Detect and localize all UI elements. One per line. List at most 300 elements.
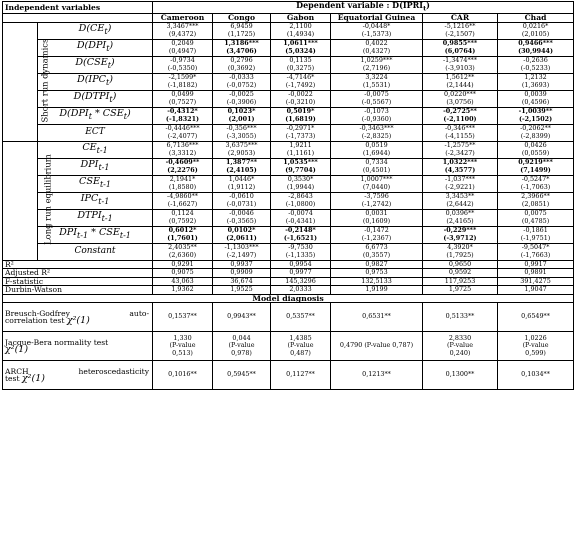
t-statistic-value: (-1,5373) xyxy=(361,29,392,38)
diagnosis-value xyxy=(423,361,498,390)
coefficient-cell xyxy=(271,107,331,124)
variable-label: $DTPI_{t-1}$ xyxy=(38,209,153,226)
long-run-section-label: Long run equilibrium xyxy=(42,154,53,246)
coefficient-cell xyxy=(423,90,498,107)
coefficient-cell xyxy=(331,107,423,124)
coefficient-cell xyxy=(331,90,423,107)
coefficient-value: -9,7530 xyxy=(288,243,313,252)
coefficient-value: 0,0216* xyxy=(522,22,549,31)
diagnosis-value-line: 1,0226 xyxy=(524,334,547,343)
coefficient-cell xyxy=(423,158,498,175)
variable-label: $CE_{t-1}$ xyxy=(38,141,153,158)
coefficient-value: 0,0220*** xyxy=(444,90,476,99)
coefficient-value: 2,4035** xyxy=(168,243,197,252)
coefficient-cell xyxy=(331,158,423,175)
coefficient-cell xyxy=(498,107,574,124)
t-statistic-value: (-0,5567) xyxy=(361,97,392,106)
t-statistic-value: (1,7925) xyxy=(446,250,474,259)
stat-value: 36,674 xyxy=(213,277,271,286)
coefficient-value: 0,5019* xyxy=(286,107,315,116)
coefficient-cell xyxy=(498,90,574,107)
t-statistic-value: (1,3693) xyxy=(521,80,550,89)
stat-label: F-statistic xyxy=(3,277,153,286)
t-statistic-value: (2,4105) xyxy=(226,165,257,174)
coefficient-value: -0,0022 xyxy=(288,90,313,99)
t-statistic-value: (-0,3906) xyxy=(226,97,257,106)
variable-label: $DPI_{t-1}$ xyxy=(38,158,153,175)
coefficient-value: 6,9459 xyxy=(230,22,253,31)
coefficient-value: -0,229*** xyxy=(443,226,477,235)
coefficient-cell xyxy=(331,73,423,90)
coefficient-cell xyxy=(331,39,423,56)
diagnosis-value xyxy=(331,332,423,361)
coefficient-cell xyxy=(153,175,213,192)
coefficient-cell xyxy=(423,141,498,158)
coefficient-cell xyxy=(271,90,331,107)
model-diagnosis-header: Model diagnosis xyxy=(3,294,574,303)
t-statistic-value: (2,7196) xyxy=(362,63,391,72)
coefficient-value: -3,7596 xyxy=(364,192,389,201)
diagnosis-value-line: 0,5133** xyxy=(445,312,475,321)
coefficient-value: -0,0610 xyxy=(229,192,254,201)
coefficient-value: 0,2049 xyxy=(171,39,194,48)
diagnosis-value xyxy=(498,332,574,361)
diagnosis-value-line: 0,1300** xyxy=(445,370,475,379)
diagnosis-value-line: 0,6531** xyxy=(362,312,391,321)
coefficient-value: 3,3467*** xyxy=(166,22,199,31)
coefficient-cell xyxy=(331,209,423,226)
t-statistic-value: (1,5531) xyxy=(362,80,391,89)
coefficient-cell xyxy=(498,158,574,175)
coefficient-cell xyxy=(498,56,574,73)
coefficient-value: -0,0025 xyxy=(229,90,254,99)
table-row xyxy=(3,158,574,175)
variable-label: $D(DPI_t * CSE_t)$ xyxy=(38,107,153,124)
coefficient-cell xyxy=(271,158,331,175)
stat-label: R² xyxy=(3,260,153,269)
coefficient-cell xyxy=(423,192,498,209)
coefficient-value: -0,0074 xyxy=(288,209,313,218)
coefficient-cell xyxy=(498,209,574,226)
t-statistic-value: (-3,9712) xyxy=(443,233,477,242)
diagnosis-value-line: 0,9943** xyxy=(227,312,256,321)
stat-value: 0,9753 xyxy=(331,269,423,278)
table-row xyxy=(3,192,574,209)
t-statistic-value: (0,4947) xyxy=(168,46,197,55)
t-statistic-value: (-1,8321) xyxy=(165,114,200,123)
coefficient-value: -1,0039** xyxy=(518,107,553,116)
coefficient-value: 2,1941* xyxy=(169,175,196,184)
coefficient-value: 1,0259*** xyxy=(360,56,393,65)
t-statistic-value: (-2,4077) xyxy=(167,131,198,140)
diagnosis-value-line: 0,599) xyxy=(525,348,546,357)
dependent-variable-header xyxy=(153,2,574,14)
t-statistic-value: (-0,3565) xyxy=(226,216,257,225)
t-statistic-value: (0,3275) xyxy=(286,63,315,72)
t-statistic-value: (1,7601) xyxy=(167,233,198,242)
t-statistic-value: (2,6360) xyxy=(168,250,197,259)
stat-value: 145,3296 xyxy=(271,277,331,286)
coefficient-cell xyxy=(423,226,498,243)
coefficient-cell xyxy=(213,243,271,260)
stat-value: 0,9917 xyxy=(498,260,574,269)
coefficient-cell xyxy=(498,73,574,90)
stat-value: 0,9977 xyxy=(271,269,331,278)
coefficient-value: -0,1472 xyxy=(364,226,389,235)
t-statistic-value: (5,0324) xyxy=(285,46,316,55)
diagnosis-value xyxy=(153,303,213,332)
regression-table xyxy=(2,1,574,390)
coefficient-value: -0,346*** xyxy=(444,124,476,133)
coefficient-cell xyxy=(153,158,213,175)
coefficient-value: 1,3186*** xyxy=(224,39,259,48)
t-statistic-value: (-0,9360) xyxy=(361,114,392,123)
t-statistic-value: (0,4327) xyxy=(362,46,391,55)
coefficient-cell xyxy=(498,22,574,39)
t-statistic-value: (3,3312) xyxy=(168,148,197,157)
coefficient-cell xyxy=(213,226,271,243)
stat-value: 117,9253 xyxy=(423,277,498,286)
coefficient-value: -9,5047* xyxy=(521,243,550,252)
coefficient-value: 1,0322*** xyxy=(442,158,478,167)
stat-value: 0,9592 xyxy=(423,269,498,278)
diagnosis-label-part: Breusch-Godfrey xyxy=(5,308,70,318)
coefficient-cell xyxy=(213,175,271,192)
t-statistic-value: (-1,6521) xyxy=(283,233,318,242)
diagnosis-value xyxy=(331,361,423,390)
coefficient-value: -5,1216** xyxy=(444,22,476,31)
dependent-variable-text: Dependent variable : D(IPRI xyxy=(296,0,424,11)
coefficient-cell xyxy=(153,107,213,124)
stats-row xyxy=(3,260,574,269)
coefficient-cell xyxy=(331,243,423,260)
independent-variables-header: Independent variables xyxy=(3,2,153,14)
coefficient-value: -0,4446*** xyxy=(165,124,200,133)
chi-square-symbol: χ²(1) xyxy=(21,373,45,384)
t-statistic-value: (-0,0731) xyxy=(226,199,257,208)
t-statistic-value: (0,0559) xyxy=(521,148,550,157)
coefficient-cell xyxy=(331,175,423,192)
coefficient-value: 0,0519 xyxy=(365,141,388,150)
t-statistic-value: (-0,5233) xyxy=(520,63,551,72)
t-statistic-value: (-0,3210) xyxy=(285,97,316,106)
coefficient-cell xyxy=(423,39,498,56)
diagnosis-value xyxy=(213,332,271,361)
diagnosis-value xyxy=(271,303,331,332)
table-row xyxy=(3,22,574,39)
t-statistic-value: (-2,1502) xyxy=(518,114,553,123)
diagnosis-header-row xyxy=(3,294,574,303)
coefficient-cell xyxy=(331,226,423,243)
coefficient-value: 0,0039 xyxy=(524,90,547,99)
coefficient-value: -0,1073 xyxy=(364,107,389,116)
diagnosis-value xyxy=(423,332,498,361)
chi-square-symbol: χ²(1) xyxy=(66,315,90,326)
coefficient-cell xyxy=(423,124,498,141)
coefficient-cell xyxy=(153,209,213,226)
t-statistic-value: (-0,5350) xyxy=(167,63,198,72)
t-statistic-value: (1,6819) xyxy=(285,114,316,123)
stat-value: 0,9891 xyxy=(498,269,574,278)
t-statistic-value: (-2,1507) xyxy=(445,29,475,38)
coefficient-cell xyxy=(213,158,271,175)
variable-label: $CSE_{t-1}$ xyxy=(38,175,153,192)
coefficient-value: 1,0446* xyxy=(228,175,255,184)
table-row xyxy=(3,243,574,260)
coefficient-cell xyxy=(423,73,498,90)
t-statistic-value: (1,9944) xyxy=(286,182,315,191)
t-statistic-value: (-2,1100) xyxy=(443,114,477,123)
t-statistic-value: (-1,2367) xyxy=(361,233,392,242)
diagnosis-value xyxy=(423,303,498,332)
stats-row xyxy=(3,277,574,286)
country-header: CAR xyxy=(423,14,498,23)
t-statistic-value: (1,6944) xyxy=(362,148,391,157)
coefficient-value: 0,0499 xyxy=(171,90,194,99)
diagnosis-label xyxy=(3,361,153,390)
diagnosis-value-line: 0,1213** xyxy=(362,370,391,379)
diagnosis-value-line: 1,330 xyxy=(173,334,192,343)
diagnosis-value xyxy=(213,361,271,390)
country-header: Congo xyxy=(213,14,271,23)
t-statistic-value: (-1,0800) xyxy=(285,199,316,208)
diagnosis-label xyxy=(3,303,153,332)
t-statistic-value: (3,4706) xyxy=(226,46,257,55)
t-statistic-value: (2,6442) xyxy=(446,199,474,208)
t-statistic-value: (-2,1497) xyxy=(226,250,257,259)
stat-value: 1,9047 xyxy=(498,286,574,295)
diagnosis-value-line: 0,6549** xyxy=(521,312,550,321)
diagnosis-value xyxy=(498,361,574,390)
variable-label: $D(CSE_t)$ xyxy=(38,56,153,73)
t-statistic-value: (2,4165) xyxy=(446,216,474,225)
coefficient-value: 0,9466*** xyxy=(518,39,553,48)
coefficient-value: 0,0396** xyxy=(445,209,475,218)
table-row xyxy=(3,73,574,90)
coefficient-value: 2,1100 xyxy=(289,22,312,31)
diagnosis-value-line: 0,1016** xyxy=(168,370,197,379)
diagnosis-value-line: 0,978) xyxy=(231,348,252,357)
coefficient-value: -0,4312* xyxy=(167,107,198,116)
coefficient-cell xyxy=(153,90,213,107)
coefficient-value: -0,2148* xyxy=(285,226,316,235)
coefficient-cell xyxy=(213,56,271,73)
diagnosis-row xyxy=(3,303,574,332)
dependent-variable-sub: t xyxy=(423,4,427,13)
dependent-variable-close: ) xyxy=(426,0,430,11)
diagnosis-label-line-2 xyxy=(5,346,152,353)
stat-value: 132,5133 xyxy=(331,277,423,286)
coefficient-value: 3,3224 xyxy=(365,73,388,82)
stat-value: 0,9909 xyxy=(213,269,271,278)
stat-value: 0,9827 xyxy=(331,260,423,269)
coefficient-value: -0,3463*** xyxy=(359,124,394,133)
stat-value: 1,9199 xyxy=(331,286,423,295)
t-statistic-value: (3,0756) xyxy=(446,97,474,106)
t-statistic-value: (-2,9221) xyxy=(445,182,475,191)
coefficient-value: 0,0426 xyxy=(524,141,547,150)
diagnosis-label-text: correlation test xyxy=(5,316,67,325)
t-statistic-value: (2,9053) xyxy=(227,148,256,157)
t-statistic-value: (0,3557) xyxy=(362,250,391,259)
header-blank xyxy=(3,14,153,23)
table-row xyxy=(3,175,574,192)
coefficient-cell xyxy=(153,22,213,39)
t-statistic-value: (-1,7373) xyxy=(285,131,316,140)
diagnosis-value xyxy=(271,332,331,361)
coefficient-value: -0,2725** xyxy=(443,107,477,116)
coefficient-cell xyxy=(331,56,423,73)
coefficient-cell xyxy=(271,22,331,39)
diagnosis-value-line: 0,487) xyxy=(290,348,311,357)
t-statistic-value: (2,1444) xyxy=(446,80,474,89)
stat-value: 1,9725 xyxy=(423,286,498,295)
t-statistic-value: (0,7527) xyxy=(168,97,197,106)
diagnosis-label-part: heteroscedasticity xyxy=(78,366,150,376)
diagnosis-label-text: test xyxy=(5,374,22,383)
coefficient-value: -0,2971* xyxy=(286,124,315,133)
coefficient-cell xyxy=(271,175,331,192)
coefficient-cell xyxy=(331,124,423,141)
stats-row xyxy=(3,269,574,278)
diagnosis-label-line-2 xyxy=(5,375,152,382)
table-row xyxy=(3,90,574,107)
coefficient-value: -0,2636 xyxy=(523,56,548,65)
coefficient-cell xyxy=(498,175,574,192)
coefficient-cell xyxy=(153,56,213,73)
coefficient-cell xyxy=(213,39,271,56)
coefficient-value: 0,1023* xyxy=(227,107,256,116)
coefficient-value: 1,9211 xyxy=(289,141,312,150)
coefficient-value: 0,1124 xyxy=(171,209,194,218)
coefficient-value: 0,7334 xyxy=(365,158,388,167)
table-row xyxy=(3,56,574,73)
t-statistic-value: (-2,8325) xyxy=(361,131,392,140)
t-statistic-value: (-1,8182) xyxy=(167,80,198,89)
t-statistic-value: (1,9112) xyxy=(227,182,256,191)
coefficient-value: 0,0102* xyxy=(227,226,256,235)
variable-label: Constant xyxy=(38,243,153,260)
coefficient-cell xyxy=(423,22,498,39)
coefficient-cell xyxy=(153,243,213,260)
coefficient-cell xyxy=(423,56,498,73)
coefficient-cell xyxy=(213,124,271,141)
t-statistic-value: (4,3577) xyxy=(444,165,476,174)
coefficient-value: 0,4022 xyxy=(365,39,388,48)
coefficient-cell xyxy=(331,192,423,209)
t-statistic-value: (2,0611) xyxy=(226,233,257,242)
coefficient-value: 1,0007*** xyxy=(360,175,393,184)
t-statistic-value: (7,1499) xyxy=(520,165,551,174)
coefficient-value: 0,0075 xyxy=(524,209,547,218)
coefficient-value: 0,2796 xyxy=(230,56,253,65)
variable-label: $D(DPI_t)$ xyxy=(38,39,153,56)
coefficient-value: -1,3474*** xyxy=(442,56,478,65)
diagnosis-value-line: 1,4385 xyxy=(289,334,312,343)
coefficient-value: -2,8643 xyxy=(288,192,313,201)
short-run-section xyxy=(3,22,50,141)
coefficient-value: 3,3453** xyxy=(445,192,475,201)
diagnosis-value-line: 0,1034** xyxy=(521,370,550,379)
table-row xyxy=(3,107,574,124)
t-statistic-value: (2,001) xyxy=(228,114,255,123)
t-statistic-value: (6,0764) xyxy=(444,46,476,55)
coefficient-value: -1,037*** xyxy=(444,175,476,184)
country-header: Chad xyxy=(498,14,574,23)
coefficient-cell xyxy=(498,243,574,260)
coefficient-value: -4,7146* xyxy=(286,73,315,82)
coefficient-cell xyxy=(213,192,271,209)
t-statistic-value: (0,4785) xyxy=(521,216,550,225)
diagnosis-label-line-2 xyxy=(5,317,152,324)
t-statistic-value: (-2,8399) xyxy=(520,131,551,140)
country-header: Cameroon xyxy=(153,14,213,23)
country-header: Gabon xyxy=(271,14,331,23)
coefficient-cell xyxy=(271,226,331,243)
t-statistic-value: (-1,1335) xyxy=(285,250,316,259)
t-statistic-value: (-4,1155) xyxy=(445,131,475,140)
coefficient-cell xyxy=(213,107,271,124)
coefficient-cell xyxy=(213,73,271,90)
coefficient-cell xyxy=(423,243,498,260)
diagnosis-value-line: (P-value xyxy=(522,341,549,350)
coefficient-cell xyxy=(213,22,271,39)
coefficient-value: 3,6375*** xyxy=(225,141,258,150)
variable-label: $D(IPC_t)$ xyxy=(38,73,153,90)
table-row xyxy=(3,124,574,141)
coefficient-value: -0,2062** xyxy=(520,124,551,133)
coefficient-value: 1,2132 xyxy=(524,73,547,82)
coefficient-value: -1,1303*** xyxy=(224,243,259,252)
diagnosis-value xyxy=(271,361,331,390)
coefficient-cell xyxy=(423,175,498,192)
t-statistic-value: (-3,3055) xyxy=(226,131,257,140)
t-statistic-value: (-2,3427) xyxy=(445,148,475,157)
coefficient-value: -1,2575** xyxy=(444,141,476,150)
t-statistic-value: (-1,7663) xyxy=(520,250,551,259)
coefficient-value: -0,5247* xyxy=(521,175,550,184)
t-statistic-value: (-0,0752) xyxy=(226,80,257,89)
coefficient-cell xyxy=(271,243,331,260)
coefficient-cell xyxy=(498,141,574,158)
coefficient-value: 4,3920* xyxy=(447,243,473,252)
t-statistic-value: (1,1161) xyxy=(286,148,315,157)
t-statistic-value: (-1,7492) xyxy=(285,80,316,89)
diagnosis-label-part: ARCH xyxy=(5,366,29,376)
coefficient-cell xyxy=(271,141,331,158)
diagnosis-value-line: 0,513) xyxy=(172,348,193,357)
coefficient-value: 6,6773 xyxy=(365,243,388,252)
t-statistic-value: (7,0440) xyxy=(362,182,391,191)
t-statistic-value: (30,9944) xyxy=(518,46,554,55)
coefficient-cell xyxy=(153,124,213,141)
diagnosis-value xyxy=(498,303,574,332)
coefficient-value: -4,9860** xyxy=(167,192,198,201)
coefficient-value: 2,3966** xyxy=(521,192,550,201)
diagnosis-value xyxy=(153,332,213,361)
table-row xyxy=(3,141,574,158)
stat-value: 0,9937 xyxy=(213,260,271,269)
t-statistic-value: (2,0105) xyxy=(521,29,550,38)
coefficient-cell xyxy=(271,124,331,141)
variable-label: $D(DTPI_t)$ xyxy=(38,90,153,107)
diagnosis-value-line: 0,5945** xyxy=(227,370,256,379)
stat-value: 0,9291 xyxy=(153,260,213,269)
diagnosis-value-line: 0,5357** xyxy=(286,312,315,321)
short-run-section-label: Short run dynamics xyxy=(39,39,50,123)
stat-value: 0,9075 xyxy=(153,269,213,278)
coefficient-value: -0,0333 xyxy=(229,73,254,82)
